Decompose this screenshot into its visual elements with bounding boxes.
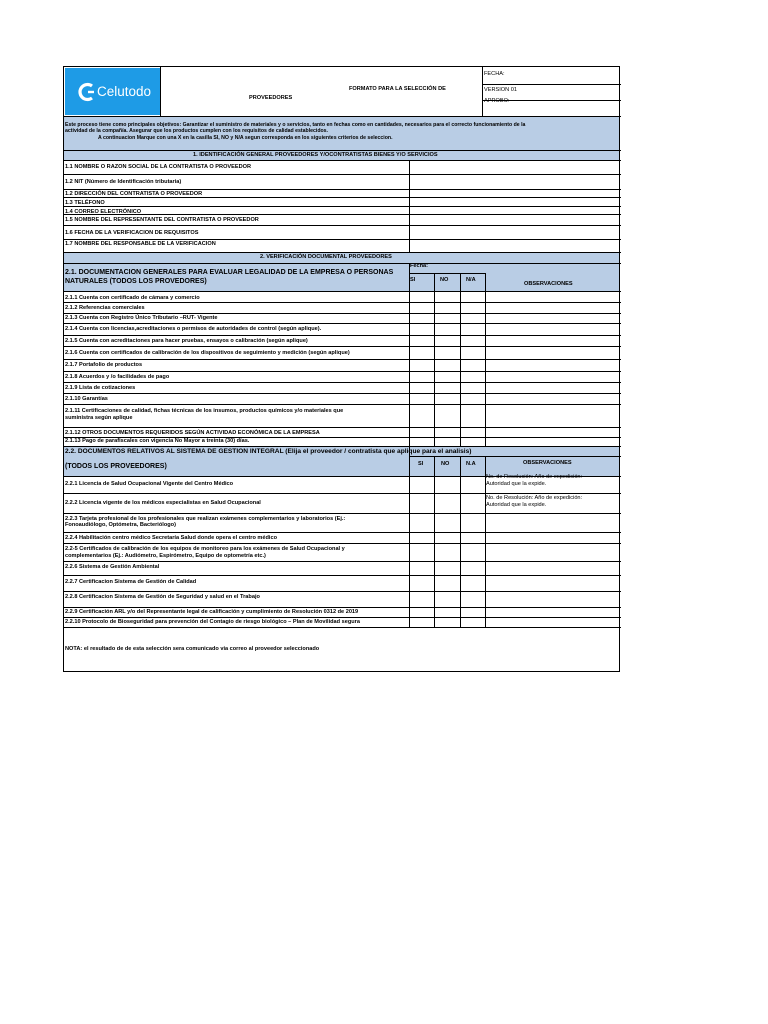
s2-item-8: 2.1.8 Acuerdos y /o facilidades de pago	[65, 374, 170, 380]
s2-item-9: 2.1.9 Lista de cotizaciones	[65, 385, 136, 391]
col-na-header: N/A	[466, 277, 476, 283]
s22-item-9: 2.2.9 Certificación ARL y/o del Representante legal de calificación y cumplimiento de Resolución 0312 de 2019	[65, 609, 359, 615]
intro-line-3: A continuacion Marque con una X en la casilla SI, NO y N/A segun corresponda en los siguientes criterios de seleccion.	[98, 135, 393, 141]
s1-item-3: 1.2 DIRECCIÓN DEL CONTRATISTA O PROVEEDOR	[65, 191, 203, 197]
supplier-selection-form	[63, 66, 620, 672]
s1-item-4: 1.3 TELÉFONO	[65, 200, 105, 206]
header-fecha-label: FECHA:	[484, 71, 505, 77]
s2-item-2: 2.1.2 Referencias comerciales	[65, 305, 145, 311]
s22-obs-2-line-2: Autoridad que la expide.	[486, 502, 547, 508]
s1-item-1: 1.1 NOMBRE O RAZON SOCIAL DE LA CONTRATISTA O PROVEEDOR	[65, 164, 252, 170]
observations-cell[interactable]	[486, 292, 620, 302]
col-no-header: NO	[440, 277, 449, 283]
checkbox-cell[interactable]	[461, 477, 485, 493]
section-2-title: 2. VERIFICACIÓN DOCUMENTAL PROVEEDORES	[260, 254, 392, 260]
checkbox-cell[interactable]	[461, 292, 485, 302]
s2-item-11a: 2.1.11 Certificaciones de calidad, fichas técnicas de los insumos, productos químicos y/o materiales que	[65, 408, 344, 414]
s2-item-13: 2.1.13 Pago de parafiscales con vigencia No Mayor a treinta (30) días.	[65, 438, 250, 444]
s2-item-1: 2.1.1 Cuenta con certificado de cámara y comercio	[65, 295, 200, 301]
form-subtitle: PROVEEDORES	[249, 95, 293, 101]
checkbox-cell[interactable]	[410, 477, 434, 493]
s22-item-1: 2.2.1 Licencia de Salud Ocupacional Vigente del Centro Médico	[65, 481, 234, 487]
s2-item-3: 2.1.3 Cuenta con Registro Único Tributario –RUT- Vigente	[65, 315, 218, 321]
logo-text: Celutodo	[97, 84, 152, 99]
col22-na-header: N.A	[466, 461, 476, 467]
header-version-label: VERSION 01	[484, 87, 517, 93]
col-si-header: SI	[410, 277, 416, 283]
s22-obs-1-line-1: No. de Resolución: Año de expedición:	[486, 474, 583, 480]
section-1-title: 1. IDENTIFICACIÓN GENERAL PROVEEDORES Y/OCONTRATISTAS BIENES Y/O SERVICIOS	[193, 152, 438, 158]
s2-item-7: 2.1.7 Portafolio de productos	[65, 362, 143, 368]
s22-item-5b: complementarios (Ej.: Audiómetro, Espirómetro, Equipo de optometría etc.)	[65, 553, 266, 559]
intro-line-1: Este proceso tiene como principales objetivos: Garantizar el suministro de materiales y o servicios, tanto en fechas como en cantidades, necesarios para el correcto funcionamiento de la	[65, 122, 526, 128]
checkbox-cell[interactable]	[410, 292, 434, 302]
intro-line-2: actividad de la compañía. Asegurar que los productos cumplen con los requisitos de calidad establecidos.	[65, 128, 328, 134]
s22-item-4: 2.2.4 Habilitación centro médico Secretaría Salud donde opera el centro médico	[65, 535, 278, 541]
s22-item-5a: 2.2-5 Certificados de calibración de los equipos de monitoreo para los exámenes de Salud Ocupacional y	[65, 546, 345, 552]
s22-item-8: 2.2.8 Certificacion Sistema de Gestión de Seguridad y salud en el Trabajo	[65, 594, 260, 600]
s2-item-4: 2.1.4 Cuenta con licencias,acreditaciones o permisos de autoridades de control (según aplique).	[65, 326, 322, 332]
s2-item-5: 2.1.5 Cuenta con acreditaciones para hacer pruebas, ensayos o calibración (según aplique)	[65, 338, 308, 344]
s2-item-6: 2.1.6 Cuenta con certificados de calibración de los dispositivos de seguimiento y medición (según aplique)	[65, 350, 350, 356]
col22-si-header: SI	[418, 461, 424, 467]
checkbox-cell[interactable]	[435, 292, 460, 302]
checkbox-cell[interactable]	[435, 477, 460, 493]
form-title: FORMATO PARA LA SELECCIÓN DE	[349, 86, 446, 92]
s1-item-6: 1.5 NOMBRE DEL REPRESENTANTE DEL CONTRATISTA O PROVEEDOR	[65, 217, 259, 223]
col22-no-header: NO	[441, 461, 450, 467]
header-aprobo-label: APROBO:	[484, 98, 510, 104]
s2-item-11b: suministra según aplique	[65, 415, 133, 421]
section-2-1-title-1: 2.1. DOCUMENTACION GENERALES PARA EVALUAR LEGALIDAD DE LA EMPRESA O PERSONAS	[65, 269, 394, 276]
s22-item-3a: 2.2.3 Tarjeta profesional de los profesionales que realizan exámenes complementarios y laboratorios (Ej.:	[65, 516, 346, 522]
section-2-2-title: 2.2. DOCUMENTOS RELATIVOS AL SISTEMA DE GESTION INTEGRAL (Elija el proveedor / contratista que aplique para el analisis)	[65, 448, 472, 455]
s22-item-2: 2.2.2 Licencia vigente de los médicos especialistas en Salud Ocupacional	[65, 500, 261, 506]
section-2-fecha-label: Fecha:	[410, 263, 429, 269]
section-2-2-subtitle: (TODOS LOS PROVEEDORES)	[65, 463, 167, 470]
s1-item-2: 1.2 NIT (Número de Identificación tributaria)	[65, 179, 182, 185]
s1-item-7: 1.6 FECHA DE LA VERIFICACION DE REQUISITOS	[65, 230, 199, 236]
s22-item-7: 2.2.7 Certificacion Sistema de Gestión de Calidad	[65, 579, 197, 585]
company-logo	[65, 68, 160, 115]
s2-item-10: 2.1.10 Garantías	[65, 396, 108, 402]
s22-item-3b: Fonoaudiólogo, Optómetra, Bacteriólogo)	[65, 522, 176, 528]
s22-item-6: 2.2.6 Sistema de Gestión Ambiental	[65, 564, 160, 570]
s1-item-5: 1.4 CORREO ELECTRÓNICO	[65, 209, 142, 215]
s22-item-10: 2.2.10 Protocolo de Bioseguridad para prevención del Contagio de riesgo biológico – Plan de Movilidad segura	[65, 619, 360, 625]
section-2-1-title-2: NATURALES (TODOS LOS PROVEDORES)	[65, 278, 207, 285]
s22-obs-1-line-2: Autoridad que la expide.	[486, 481, 547, 487]
s1-item-8: 1.7 NOMBRE DEL RESPONSABLE DE LA VERIFICACION	[65, 241, 216, 247]
col22-obs-header: OBSERVACIONES	[523, 460, 572, 466]
s22-obs-2-line-1: No. de Resolución: Año de expedición:	[486, 495, 583, 501]
s2-item-12: 2.1.12 OTROS DOCUMENTOS REQUERIDOS SEGÚN ACTIVIDAD ECONÓMICA DE LA EMPRESA	[65, 430, 320, 436]
col-obs-header: OBSERVACIONES	[524, 281, 573, 287]
footer-note: NOTA: el resultado de de esta selección sera comunicado via correo al proveedor seleccionado	[65, 646, 320, 652]
